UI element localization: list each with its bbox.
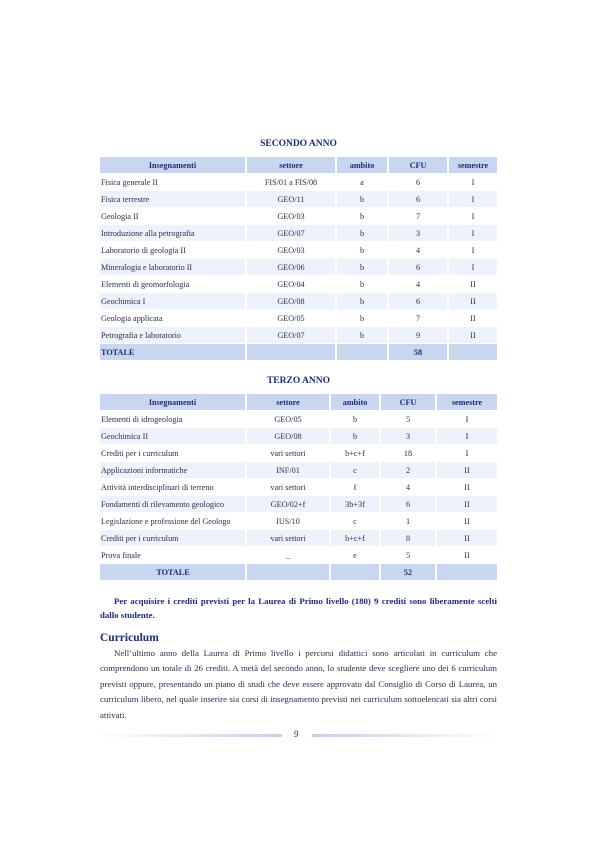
table-row	[100, 293, 497, 310]
total-cfu: 58	[388, 344, 448, 361]
table-row	[100, 310, 497, 327]
table-cell: GEO/08	[246, 293, 336, 310]
table-cell: INF/01	[246, 462, 330, 479]
table-cell: b	[336, 293, 388, 310]
table-cell: GEO/05	[246, 310, 336, 327]
table-cell: I	[436, 411, 497, 428]
column-header: semestre	[448, 157, 497, 174]
table-cell: II	[436, 530, 497, 547]
table-cell: I	[448, 208, 497, 225]
table-cell: 4	[380, 479, 436, 496]
second-year-heading: SECONDO ANNO	[260, 139, 337, 149]
table-cell: GEO/04	[246, 276, 336, 293]
table-cell: _	[246, 547, 330, 564]
table-cell: 6	[388, 191, 448, 208]
table-cell: 4	[388, 276, 448, 293]
table-cell: b	[336, 225, 388, 242]
table-cell: GEO/05	[246, 411, 330, 428]
table-cell: b+c+f	[330, 445, 380, 462]
table-row	[100, 445, 497, 462]
table-cell: b	[330, 411, 380, 428]
table-cell: vari settori	[246, 530, 330, 547]
table-cell: a	[336, 174, 388, 191]
table-cell: Laboratorio di geologia II	[100, 242, 246, 259]
table-cell: Petrografia e laboratorio	[100, 327, 246, 344]
table-cell: II	[448, 293, 497, 310]
table-cell: Prova finale	[100, 547, 246, 564]
table-cell: b	[336, 276, 388, 293]
total-empty-cell	[336, 344, 388, 361]
table-cell: I	[448, 225, 497, 242]
footer-rule-left	[92, 734, 282, 737]
table-cell: II	[436, 513, 497, 530]
table-row	[100, 479, 497, 496]
table-cell: c	[330, 462, 380, 479]
table-cell: 3	[388, 225, 448, 242]
table-cell: Geologia applicata	[100, 310, 246, 327]
table-cell: vari settori	[246, 445, 330, 462]
table-cell: II	[436, 479, 497, 496]
total-empty-cell	[330, 564, 380, 581]
table-cell: Elementi di idrogeologia	[100, 411, 246, 428]
table-cell: b	[336, 208, 388, 225]
table-row	[100, 208, 497, 225]
table-cell: 9	[388, 327, 448, 344]
column-header: ambito	[336, 157, 388, 174]
table-cell: GEO/03	[246, 208, 336, 225]
total-cfu: 52	[380, 564, 436, 581]
table-cell: 7	[388, 208, 448, 225]
table-cell: vari settori	[246, 479, 330, 496]
total-empty-cell	[246, 564, 330, 581]
table-cell: f	[330, 479, 380, 496]
table-cell: II	[436, 496, 497, 513]
table-cell: c	[330, 513, 380, 530]
table-cell: FIS/01 a FIS/08	[246, 174, 336, 191]
table-cell: b	[336, 242, 388, 259]
table-cell: 6	[388, 293, 448, 310]
total-label: TOTALE	[100, 344, 246, 361]
table-cell: GEO/02+f	[246, 496, 330, 513]
footer-rule-right	[312, 734, 502, 737]
table-cell: Geologia II	[100, 208, 246, 225]
table-cell: I	[448, 259, 497, 276]
table-row	[100, 547, 497, 564]
table-row	[100, 174, 497, 191]
table-row	[100, 276, 497, 293]
column-header: ambito	[330, 394, 380, 411]
third-year-table	[100, 394, 497, 580]
third-year-heading: TERZO ANNO	[266, 376, 331, 386]
table-cell: Introduzione alla petrografia	[100, 225, 246, 242]
table-cell: GEO/06	[246, 259, 336, 276]
table-cell: e	[330, 547, 380, 564]
table-cell: b	[330, 428, 380, 445]
table-cell: Geochimica I	[100, 293, 246, 310]
table-cell: Applicazioni informatiche	[100, 462, 246, 479]
table-cell: 2	[380, 462, 436, 479]
column-header: Insegnamenti	[100, 394, 246, 411]
table-cell: Fondamenti di rilevamento geologico	[100, 496, 246, 513]
table-header-row	[100, 394, 497, 411]
column-header: CFU	[388, 157, 448, 174]
table-cell: 3b+3f	[330, 496, 380, 513]
table-cell: II	[448, 327, 497, 344]
page-number: 9	[293, 729, 299, 739]
table-cell: b	[336, 259, 388, 276]
total-label: TOTALE	[100, 564, 246, 581]
table-cell: II	[448, 276, 497, 293]
total-empty-cell	[436, 564, 497, 581]
table-row	[100, 411, 497, 428]
table-cell: b+c+f	[330, 530, 380, 547]
table-row	[100, 327, 497, 344]
table-cell: Fisica terrestre	[100, 191, 246, 208]
column-header: settore	[246, 157, 336, 174]
table-row	[100, 428, 497, 445]
table-cell: 6	[380, 496, 436, 513]
table-cell: I	[436, 428, 497, 445]
table-row	[100, 225, 497, 242]
total-row	[100, 564, 497, 581]
table-row	[100, 191, 497, 208]
table-cell: b	[336, 327, 388, 344]
column-header: semestre	[436, 394, 497, 411]
table-cell: II	[448, 310, 497, 327]
table-cell: 5	[380, 411, 436, 428]
table-cell: Mineralogia e laboratorio II	[100, 259, 246, 276]
table-cell: II	[436, 547, 497, 564]
table-row	[100, 259, 497, 276]
second-year-table	[100, 157, 497, 360]
table-row	[100, 513, 497, 530]
table-header-row	[100, 157, 497, 174]
total-empty-cell	[448, 344, 497, 361]
total-empty-cell	[246, 344, 336, 361]
table-cell: 8	[380, 530, 436, 547]
table-cell: 3	[380, 428, 436, 445]
table-cell: GEO/08	[246, 428, 330, 445]
table-cell: Crediti per i curriculum	[100, 445, 246, 462]
table-cell: 6	[388, 259, 448, 276]
table-cell: GEO/07	[246, 327, 336, 344]
table-cell: Attività interdisciplinari di terreno	[100, 479, 246, 496]
table-cell: 4	[388, 242, 448, 259]
table-cell: Geochimica II	[100, 428, 246, 445]
table-cell: I	[448, 242, 497, 259]
table-cell: 6	[388, 174, 448, 191]
table-cell: GEO/11	[246, 191, 336, 208]
table-cell: 5	[380, 547, 436, 564]
table-cell: b	[336, 191, 388, 208]
column-header: Insegnamenti	[100, 157, 246, 174]
table-cell: I	[448, 174, 497, 191]
table-cell: II	[436, 462, 497, 479]
table-cell: GEO/07	[246, 225, 336, 242]
total-row	[100, 344, 497, 361]
table-cell: Legislazione e professione del Geologo	[100, 513, 246, 530]
credits-note: Per acquisire i crediti previsti per la Laurea di Primo livello (180) 9 crediti sono liberamente scelti dallo studente.	[100, 596, 497, 620]
table-cell: I	[448, 191, 497, 208]
table-cell: b	[336, 310, 388, 327]
table-cell: I	[436, 445, 497, 462]
table-row	[100, 242, 497, 259]
table-row	[100, 462, 497, 479]
column-header: settore	[246, 394, 330, 411]
table-row	[100, 496, 497, 513]
table-row	[100, 530, 497, 547]
table-cell: IUS/10	[246, 513, 330, 530]
table-cell: GEO/03	[246, 242, 336, 259]
curriculum-title: Curriculum	[100, 632, 159, 644]
column-header: CFU	[380, 394, 436, 411]
table-cell: 7	[388, 310, 448, 327]
table-cell: Crediti per i curriculum	[100, 530, 246, 547]
table-cell: Fisica generale II	[100, 174, 246, 191]
table-cell: 1	[380, 513, 436, 530]
table-cell: 18	[380, 445, 436, 462]
curriculum-paragraph: Nell’ultimo anno della Laurea di Primo livello i percorsi didattici sono articolati in curriculum che comprendono un totale di 26 crediti. A metà del secondo anno, lo studente deve scegliere uno dei 6 curriculum previsti oppure, presentando un piano di studi che deve essere approvato dal Consiglio di Corso di Laurea, un curriculum libero, nel quale inserire sia corsi di insegnamento previsti nei curriculum sottoelencati sia altri corsi attivati.	[100, 648, 497, 720]
table-cell: Elementi di geomorfologia	[100, 276, 246, 293]
